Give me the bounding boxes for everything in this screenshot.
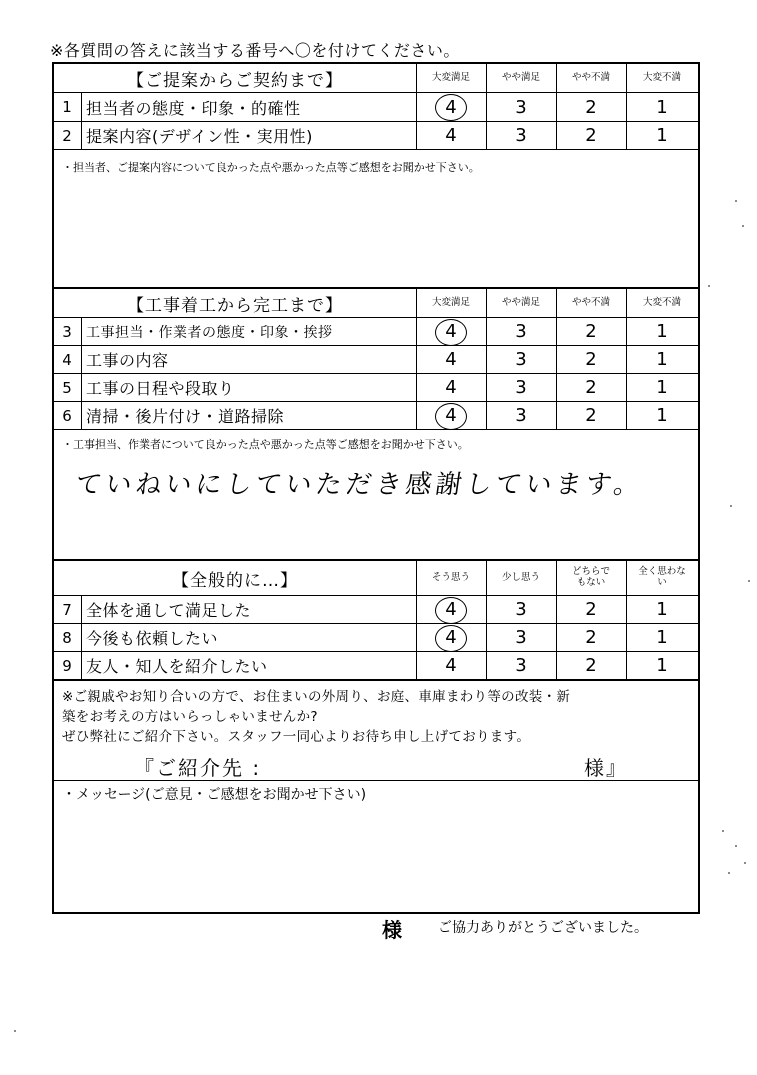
message-area[interactable] xyxy=(58,806,694,908)
question-text: 全体を通して満足した xyxy=(86,601,252,620)
score-option-3[interactable]: 3 xyxy=(515,599,527,620)
score-option-1[interactable]: 1 xyxy=(656,599,668,620)
score-option-4[interactable]: 4 xyxy=(416,402,486,429)
score-option-4[interactable]: 4 xyxy=(445,655,457,676)
col-header-3: やや不満 xyxy=(571,296,610,308)
referral-name-field[interactable] xyxy=(284,750,574,778)
score-option-2[interactable]: 2 xyxy=(585,627,597,648)
comment-prompt-construction: ・工事担当、作業者について良かった点や悪かった点等ご感想をお聞かせ下さい。 xyxy=(62,438,469,451)
question-number: 8 xyxy=(62,628,72,647)
score-option-1[interactable]: 1 xyxy=(656,377,668,398)
question-number: 9 xyxy=(62,656,72,675)
score-option-1[interactable]: 1 xyxy=(656,125,668,146)
score-option-1[interactable]: 1 xyxy=(656,321,668,342)
comment-area-proposal[interactable] xyxy=(58,176,694,284)
message-prompt: ・メッセージ(ご意見・ご感想をお聞かせ下さい) xyxy=(62,787,367,803)
score-option-4[interactable]: 4 xyxy=(416,596,486,623)
col-header-4: 全く思わない xyxy=(638,566,686,588)
score-option-3[interactable]: 3 xyxy=(515,377,527,398)
question-number: 1 xyxy=(62,98,72,116)
referral-suffix: 様』 xyxy=(584,756,628,780)
question-text: 工事の日程や段取り xyxy=(86,379,235,398)
col-header-1: そう思う xyxy=(431,571,470,583)
survey-form xyxy=(52,62,700,914)
question-text: 友人・知人を紹介したい xyxy=(86,657,268,676)
referral-text-line2: 築をお考えの方はいらっしゃいませんか? xyxy=(62,709,318,725)
section-title-proposal: 【ご提案からご契約まで】 xyxy=(127,70,343,91)
score-option-4[interactable]: 4 xyxy=(416,93,486,121)
question-number: 6 xyxy=(62,406,72,425)
referral-text-line1: ※ご親戚やお知り合いの方で、お住まいの外周り、お庭、車庫まわり等の改装・新 xyxy=(62,689,571,705)
comment-prompt-proposal: ・担当者、ご提案内容について良かった点や悪かった点等ご感想をお聞かせ下さい。 xyxy=(62,161,480,174)
score-option-1[interactable]: 1 xyxy=(656,627,668,648)
score-option-2[interactable]: 2 xyxy=(585,655,597,676)
col-header-2: やや満足 xyxy=(501,71,540,83)
col-header-2: 少し思う xyxy=(501,571,540,583)
score-option-2[interactable]: 2 xyxy=(585,599,597,620)
question-number: 7 xyxy=(62,600,72,619)
score-option-4[interactable]: 4 xyxy=(445,349,457,370)
question-text: 清掃・後片付け・道路掃除 xyxy=(86,407,285,426)
col-header-4: 大変不満 xyxy=(642,296,681,308)
score-option-1[interactable]: 1 xyxy=(656,96,668,118)
score-option-1[interactable]: 1 xyxy=(656,349,668,370)
col-header-4: 大変不満 xyxy=(642,71,681,83)
question-number: 2 xyxy=(62,126,72,145)
score-option-3[interactable]: 3 xyxy=(515,655,527,676)
question-number: 5 xyxy=(62,378,72,397)
col-header-1: 大変満足 xyxy=(431,71,470,83)
score-option-2[interactable]: 2 xyxy=(585,405,597,426)
question-number: 4 xyxy=(62,350,72,369)
score-option-1[interactable]: 1 xyxy=(656,655,668,676)
section-title-construction: 【工事着工から完工まで】 xyxy=(127,295,343,316)
question-text: 工事の内容 xyxy=(86,351,169,370)
score-option-2[interactable]: 2 xyxy=(585,377,597,398)
question-text: 今後も依頼したい xyxy=(86,629,219,648)
referral-text-line3: ぜひ弊社にご紹介下さい。スタッフ一同心よりお待ち申し上げております。 xyxy=(62,729,531,745)
score-option-2[interactable]: 2 xyxy=(585,125,597,146)
col-header-2: やや満足 xyxy=(501,296,540,308)
score-option-4[interactable]: 4 xyxy=(416,624,486,651)
score-option-3[interactable]: 3 xyxy=(515,349,527,370)
score-option-3[interactable]: 3 xyxy=(515,321,527,342)
score-option-3[interactable]: 3 xyxy=(515,405,527,426)
score-option-3[interactable]: 3 xyxy=(515,125,527,146)
referral-label: 『ご紹介先 : xyxy=(134,756,262,780)
instruction-text: ※各質問の答えに該当する番号へ〇を付けてください。 xyxy=(50,41,460,60)
score-option-3[interactable]: 3 xyxy=(515,627,527,648)
score-option-2[interactable]: 2 xyxy=(585,96,597,118)
col-header-3: どちらでもない xyxy=(572,566,610,588)
question-number: 3 xyxy=(62,322,72,341)
question-text: 工事担当・作業者の態度・印象・挨拶 xyxy=(86,324,333,341)
score-option-2[interactable]: 2 xyxy=(585,321,597,342)
col-header-1: 大変満足 xyxy=(431,296,470,308)
col-header-3: やや不満 xyxy=(571,71,610,83)
score-option-3[interactable]: 3 xyxy=(515,96,527,118)
footer-thanks: ご協力ありがとうございました。 xyxy=(438,920,648,936)
score-option-4[interactable]: 4 xyxy=(445,125,457,146)
handwritten-comment[interactable]: ていねいにしていただき感謝しています。 xyxy=(73,470,646,500)
question-text: 担当者の態度・印象・的確性 xyxy=(86,98,301,118)
question-text: 提案内容(デザイン性・実用性) xyxy=(86,127,313,146)
score-option-4[interactable]: 4 xyxy=(416,318,486,345)
score-option-1[interactable]: 1 xyxy=(656,405,668,426)
footer-sama: 様 xyxy=(382,918,402,942)
section-title-overall: 【全般的に…】 xyxy=(172,570,298,591)
score-option-4[interactable]: 4 xyxy=(445,377,457,398)
score-option-2[interactable]: 2 xyxy=(585,349,597,370)
